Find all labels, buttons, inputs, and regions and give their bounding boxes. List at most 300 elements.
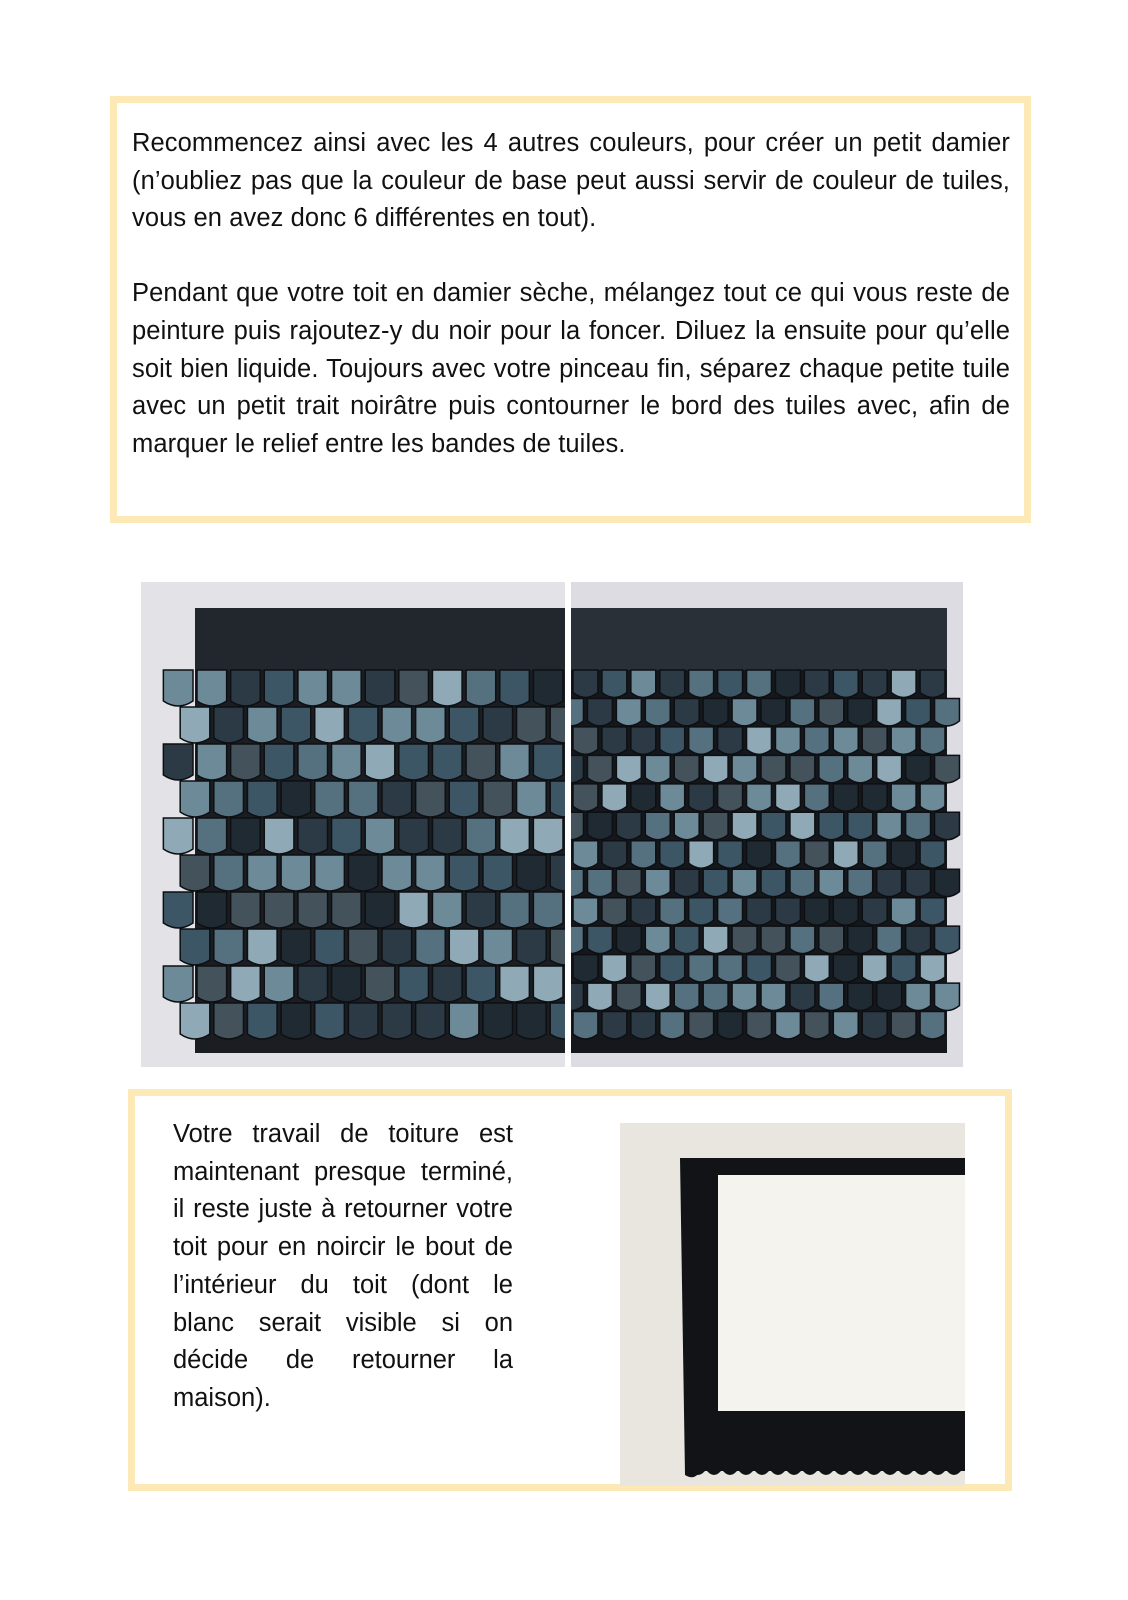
roof-tile bbox=[332, 966, 362, 1002]
roof-tile bbox=[483, 781, 513, 817]
roof-tile bbox=[935, 983, 960, 1010]
roof-tile bbox=[571, 983, 583, 1010]
roof-tile bbox=[775, 1012, 800, 1039]
roof-tile bbox=[432, 818, 462, 854]
roof-tile bbox=[449, 929, 479, 965]
roof-tile bbox=[163, 744, 193, 780]
roof-tiles-illustration-left bbox=[141, 582, 565, 1067]
roof-tile bbox=[689, 784, 714, 811]
roof-tile bbox=[631, 841, 656, 868]
roof-tile bbox=[533, 818, 563, 854]
roof-tile bbox=[689, 1012, 714, 1039]
roof-tile bbox=[432, 966, 462, 1002]
roof-tile bbox=[747, 841, 772, 868]
roof-tile bbox=[819, 926, 844, 953]
roof-tile bbox=[906, 812, 931, 839]
roof-tile bbox=[906, 755, 931, 782]
roof-tile bbox=[906, 983, 931, 1010]
roof-tile bbox=[833, 670, 858, 697]
roof-tile bbox=[483, 1003, 513, 1039]
paragraph-outline-tiles: Pendant que votre toit en damier sèche, mélangez tout ce qui vous reste de peinture puis rajoutez-y du noir pour la foncer. Diluez la ensuite pour qu’elle soit bien liquide. Toujours avec votre pinceau fin, séparez chaque petite tuile avec un petit trait noirâtre puis contourner le bord des tuiles avec, afin de marquer le relief entre les bandes de tuiles. bbox=[132, 279, 1010, 458]
roof-tile bbox=[935, 812, 960, 839]
roof-tile bbox=[231, 670, 261, 706]
roof-tile bbox=[703, 983, 728, 1010]
roof-tile bbox=[732, 869, 757, 896]
roof-tile bbox=[281, 1003, 311, 1039]
roof-tile bbox=[891, 784, 916, 811]
roof-tile bbox=[533, 744, 563, 780]
paragraph-roof-underside: Votre travail de toiture est maintenant presque terminé, il reste juste à retourner votre toit pour en noircir le bout de l’intérieur du toit (dont le blanc serait visible si on décide de retourner la maison). bbox=[173, 1120, 513, 1412]
roof-tile bbox=[775, 727, 800, 754]
roof-tile bbox=[660, 898, 685, 925]
roof-tile bbox=[833, 784, 858, 811]
roof-tile bbox=[416, 707, 446, 743]
roof-tile bbox=[689, 955, 714, 982]
roof-tile bbox=[298, 966, 328, 1002]
roof-tile bbox=[920, 841, 945, 868]
roof-tile bbox=[416, 1003, 446, 1039]
roof-tile bbox=[533, 670, 563, 706]
roof-tile bbox=[703, 926, 728, 953]
roof-tile bbox=[571, 926, 583, 953]
paragraph-checkerboard: Recommencez ainsi avec les 4 autres couleurs, pour créer un petit damier (n’oubliez pas que la couleur de base peut aussi servir de couleur de tuiles, vous en avez donc 6 différentes en tout). bbox=[132, 129, 1010, 233]
roof-tile bbox=[718, 955, 743, 982]
roof-tile bbox=[348, 707, 378, 743]
roof-tile bbox=[550, 855, 565, 891]
roof-tile bbox=[848, 926, 873, 953]
roof-tile bbox=[264, 818, 294, 854]
roof-tile bbox=[214, 855, 244, 891]
roof-tile bbox=[674, 812, 699, 839]
roof-tile bbox=[298, 744, 328, 780]
roof-tile bbox=[790, 869, 815, 896]
roof-tile bbox=[231, 818, 261, 854]
roof-tile bbox=[517, 781, 547, 817]
roof-tile bbox=[761, 926, 786, 953]
roof-tile bbox=[775, 955, 800, 982]
roof-tile bbox=[399, 744, 429, 780]
roof-tile bbox=[365, 892, 395, 928]
roof-tile bbox=[660, 670, 685, 697]
roof-tile bbox=[332, 818, 362, 854]
roof-tile bbox=[747, 898, 772, 925]
roof-tile bbox=[804, 727, 829, 754]
roof-tile bbox=[891, 670, 916, 697]
roof-tile bbox=[500, 818, 530, 854]
roof-tile bbox=[819, 869, 844, 896]
roof-tile bbox=[298, 670, 328, 706]
roof-tile bbox=[616, 926, 641, 953]
roof-tile bbox=[747, 955, 772, 982]
roof-tile bbox=[906, 869, 931, 896]
scalloped-edge bbox=[690, 1468, 965, 1474]
roof-tile bbox=[862, 898, 887, 925]
roof-tile bbox=[315, 707, 345, 743]
roof-underside-illustration bbox=[620, 1123, 965, 1486]
roof-tile bbox=[833, 1012, 858, 1039]
roof-tile bbox=[877, 755, 902, 782]
roof-tile bbox=[298, 818, 328, 854]
roof-tile bbox=[214, 707, 244, 743]
roof-tile bbox=[935, 926, 960, 953]
roof-tile bbox=[449, 781, 479, 817]
roof-tile bbox=[761, 869, 786, 896]
roof-tile bbox=[819, 812, 844, 839]
roof-tile bbox=[616, 869, 641, 896]
roof-tile bbox=[214, 1003, 244, 1039]
roof-tile bbox=[862, 727, 887, 754]
roof-tile bbox=[399, 818, 429, 854]
roof-tile bbox=[862, 955, 887, 982]
roof-tile bbox=[804, 670, 829, 697]
roof-tile bbox=[573, 841, 598, 868]
roof-tile bbox=[790, 812, 815, 839]
roof-tile bbox=[163, 892, 193, 928]
roof-tile bbox=[645, 698, 670, 725]
roof-tile bbox=[382, 781, 412, 817]
roof-tile bbox=[761, 812, 786, 839]
roof-tile bbox=[877, 926, 902, 953]
roof-tile bbox=[891, 727, 916, 754]
roof-tile bbox=[264, 744, 294, 780]
roof-tile bbox=[689, 841, 714, 868]
roof-tile bbox=[449, 1003, 479, 1039]
roof-tile bbox=[747, 1012, 772, 1039]
roof-tile bbox=[616, 698, 641, 725]
roof-tile bbox=[416, 781, 446, 817]
roof-tile bbox=[550, 781, 565, 817]
roof-tile bbox=[500, 892, 530, 928]
roof-tile bbox=[533, 966, 563, 1002]
roof-tile bbox=[382, 855, 412, 891]
roof-tile bbox=[231, 966, 261, 1002]
roof-tile bbox=[348, 929, 378, 965]
roof-tile bbox=[674, 755, 699, 782]
roof-tile bbox=[718, 841, 743, 868]
roof-tile bbox=[790, 983, 815, 1010]
roof-tile bbox=[891, 841, 916, 868]
roof-tile bbox=[365, 966, 395, 1002]
roof-tile bbox=[747, 784, 772, 811]
roof-tile bbox=[500, 744, 530, 780]
roof-tile bbox=[602, 727, 627, 754]
roof-tile bbox=[602, 1012, 627, 1039]
roof-tile bbox=[214, 929, 244, 965]
roof-tile bbox=[602, 955, 627, 982]
roof-tile bbox=[862, 670, 887, 697]
roof-tile bbox=[231, 744, 261, 780]
roof-tile bbox=[550, 1003, 565, 1039]
roof-tile bbox=[602, 898, 627, 925]
roof-tile bbox=[732, 983, 757, 1010]
roof-tile bbox=[862, 841, 887, 868]
roof-tile bbox=[674, 698, 699, 725]
roof-tile bbox=[689, 898, 714, 925]
photo-roof-checkerboard bbox=[141, 582, 565, 1067]
roof-tile bbox=[163, 966, 193, 1002]
roof-tile bbox=[674, 926, 699, 953]
roof-tile bbox=[483, 855, 513, 891]
roof-tile bbox=[848, 983, 873, 1010]
roof-tile bbox=[674, 983, 699, 1010]
roof-tile bbox=[660, 784, 685, 811]
roof-tile bbox=[573, 955, 598, 982]
roof-tile bbox=[332, 744, 362, 780]
roof-tile bbox=[732, 698, 757, 725]
roof-tile bbox=[775, 784, 800, 811]
roof-tile bbox=[315, 929, 345, 965]
roof-tile bbox=[197, 892, 227, 928]
roof-tile bbox=[631, 784, 656, 811]
roof-tile bbox=[197, 966, 227, 1002]
roof-tile bbox=[365, 818, 395, 854]
roof-tile bbox=[180, 781, 210, 817]
roof-tile bbox=[247, 1003, 277, 1039]
roof-tile bbox=[315, 1003, 345, 1039]
roof-tile bbox=[264, 670, 294, 706]
roof-tile bbox=[833, 898, 858, 925]
roof-tile bbox=[500, 670, 530, 706]
roof-tile bbox=[645, 926, 670, 953]
roof-tile bbox=[819, 755, 844, 782]
roof-tile bbox=[483, 929, 513, 965]
roof-tile bbox=[732, 812, 757, 839]
roof-tile bbox=[862, 1012, 887, 1039]
roof-tile bbox=[775, 841, 800, 868]
roof-tile bbox=[920, 670, 945, 697]
roof-tile bbox=[747, 727, 772, 754]
roof-tile bbox=[660, 1012, 685, 1039]
roof-tile bbox=[616, 983, 641, 1010]
roof-tile bbox=[332, 892, 362, 928]
roof-tile bbox=[819, 983, 844, 1010]
roof-tile bbox=[573, 898, 598, 925]
roof-tile bbox=[920, 898, 945, 925]
roof-tile bbox=[703, 755, 728, 782]
roof-tile bbox=[891, 955, 916, 982]
roof-tile bbox=[645, 983, 670, 1010]
roof-tile bbox=[587, 698, 612, 725]
roof-tile bbox=[645, 755, 670, 782]
roof-tile bbox=[399, 892, 429, 928]
roof-tile bbox=[920, 727, 945, 754]
roof-tile bbox=[180, 707, 210, 743]
roof-tile bbox=[645, 812, 670, 839]
roof-tile bbox=[416, 855, 446, 891]
roof-tile bbox=[804, 841, 829, 868]
roof-tile bbox=[281, 781, 311, 817]
roof-tile bbox=[550, 707, 565, 743]
roof-tile bbox=[573, 784, 598, 811]
roof-tile bbox=[631, 955, 656, 982]
roof-ridge bbox=[195, 608, 565, 670]
roof-tile bbox=[660, 727, 685, 754]
roof-tile bbox=[315, 781, 345, 817]
roof-tile bbox=[500, 966, 530, 1002]
roof-tile bbox=[571, 698, 583, 725]
roof-tile bbox=[689, 670, 714, 697]
roof-tile bbox=[416, 929, 446, 965]
roof-tile bbox=[365, 744, 395, 780]
roof-tile bbox=[877, 869, 902, 896]
roof-tile bbox=[315, 855, 345, 891]
roof-tile bbox=[382, 929, 412, 965]
roof-tile bbox=[602, 670, 627, 697]
roof-tile bbox=[247, 707, 277, 743]
roof-tile bbox=[703, 698, 728, 725]
roof-tile bbox=[399, 966, 429, 1002]
roof-tile bbox=[631, 670, 656, 697]
roof-tile bbox=[935, 698, 960, 725]
roof-tile bbox=[732, 755, 757, 782]
roof-tile bbox=[877, 812, 902, 839]
roof-tile bbox=[804, 1012, 829, 1039]
photo-roof-underside bbox=[620, 1123, 965, 1486]
roof-tile bbox=[449, 707, 479, 743]
roof-tile bbox=[214, 781, 244, 817]
roof-tile bbox=[616, 755, 641, 782]
roof-tile bbox=[660, 841, 685, 868]
roof-tile bbox=[935, 755, 960, 782]
roof-tile bbox=[517, 855, 547, 891]
roof-tile bbox=[587, 869, 612, 896]
roof-tile bbox=[848, 698, 873, 725]
roof-tile bbox=[533, 892, 563, 928]
roof-tile bbox=[517, 707, 547, 743]
roof-tile bbox=[718, 784, 743, 811]
roof-tile bbox=[432, 670, 462, 706]
roof-tile bbox=[631, 898, 656, 925]
roof-tile bbox=[906, 698, 931, 725]
roof-tile bbox=[920, 955, 945, 982]
roof-tile bbox=[466, 966, 496, 1002]
roof-tile bbox=[775, 898, 800, 925]
roof-tile bbox=[365, 670, 395, 706]
roof-tile bbox=[833, 727, 858, 754]
roof-tile bbox=[920, 1012, 945, 1039]
roof-tile bbox=[587, 926, 612, 953]
roof-tile bbox=[180, 855, 210, 891]
roof-ridge bbox=[571, 608, 947, 670]
roof-tile bbox=[466, 818, 496, 854]
roof-tile bbox=[790, 926, 815, 953]
roof-tile bbox=[848, 869, 873, 896]
roof-tile bbox=[197, 670, 227, 706]
roof-tile bbox=[920, 784, 945, 811]
roof-tile bbox=[163, 670, 193, 706]
roof-tile bbox=[616, 812, 641, 839]
roof-tile bbox=[689, 727, 714, 754]
roof-tile bbox=[281, 855, 311, 891]
roof-tile bbox=[848, 755, 873, 782]
roof-tile bbox=[517, 1003, 547, 1039]
roof-tile bbox=[703, 812, 728, 839]
roof-tile bbox=[197, 744, 227, 780]
roof-tile bbox=[804, 784, 829, 811]
photo-roof-outlined bbox=[571, 582, 963, 1067]
roof-tile bbox=[848, 812, 873, 839]
roof-tile bbox=[645, 869, 670, 896]
roof-tile bbox=[775, 670, 800, 697]
roof-tile bbox=[466, 670, 496, 706]
roof-tile bbox=[180, 929, 210, 965]
roof-tile bbox=[819, 698, 844, 725]
roof-tile bbox=[747, 670, 772, 697]
roof-tile bbox=[587, 812, 612, 839]
roof-tile bbox=[281, 929, 311, 965]
roof-tile bbox=[587, 755, 612, 782]
roof-tiles-illustration-right bbox=[571, 582, 963, 1067]
roof-tile bbox=[517, 929, 547, 965]
roof-tile bbox=[332, 670, 362, 706]
roof-tile bbox=[804, 898, 829, 925]
roof-tile bbox=[382, 707, 412, 743]
roof-tile bbox=[833, 955, 858, 982]
roof-tile bbox=[631, 1012, 656, 1039]
roof-tile bbox=[833, 841, 858, 868]
roof-tile bbox=[602, 784, 627, 811]
roof-tile bbox=[935, 869, 960, 896]
roof-tile bbox=[761, 983, 786, 1010]
roof-tile bbox=[432, 892, 462, 928]
roof-tile bbox=[761, 755, 786, 782]
roof-tile bbox=[571, 755, 583, 782]
roof-tile bbox=[281, 707, 311, 743]
roof-tile bbox=[906, 926, 931, 953]
roof-tile bbox=[891, 1012, 916, 1039]
roof-tile bbox=[163, 818, 193, 854]
roof-tile bbox=[247, 855, 277, 891]
roof-tile bbox=[348, 855, 378, 891]
roof-tile bbox=[571, 869, 583, 896]
roof-tile bbox=[399, 670, 429, 706]
roof-tile bbox=[718, 1012, 743, 1039]
roof-tile bbox=[732, 926, 757, 953]
roof-tile bbox=[703, 869, 728, 896]
roof-tile bbox=[483, 707, 513, 743]
roof-tile bbox=[573, 727, 598, 754]
roof-tile bbox=[382, 1003, 412, 1039]
roof-tile bbox=[573, 1012, 598, 1039]
roof-tile bbox=[571, 812, 583, 839]
roof-tile bbox=[602, 841, 627, 868]
roof-tile bbox=[432, 744, 462, 780]
roof-tile bbox=[348, 1003, 378, 1039]
roof-tile bbox=[466, 892, 496, 928]
roof-tile bbox=[718, 727, 743, 754]
roof-tile bbox=[264, 966, 294, 1002]
roof-tile bbox=[718, 898, 743, 925]
roof-tile bbox=[877, 983, 902, 1010]
roof-tile bbox=[718, 670, 743, 697]
roof-tile bbox=[862, 784, 887, 811]
roof-tile bbox=[660, 955, 685, 982]
roof-tile bbox=[449, 855, 479, 891]
roof-tile bbox=[891, 898, 916, 925]
roof-tile bbox=[761, 698, 786, 725]
roof-tile bbox=[348, 781, 378, 817]
roof-tile bbox=[197, 818, 227, 854]
roof-tile bbox=[790, 698, 815, 725]
roof-tile bbox=[247, 781, 277, 817]
roof-tile bbox=[804, 955, 829, 982]
roof-tile bbox=[877, 698, 902, 725]
roof-tile bbox=[674, 869, 699, 896]
roof-tile bbox=[550, 929, 565, 965]
instruction-box-top bbox=[110, 96, 1031, 523]
roof-tile bbox=[790, 755, 815, 782]
white-interior bbox=[718, 1175, 965, 1411]
